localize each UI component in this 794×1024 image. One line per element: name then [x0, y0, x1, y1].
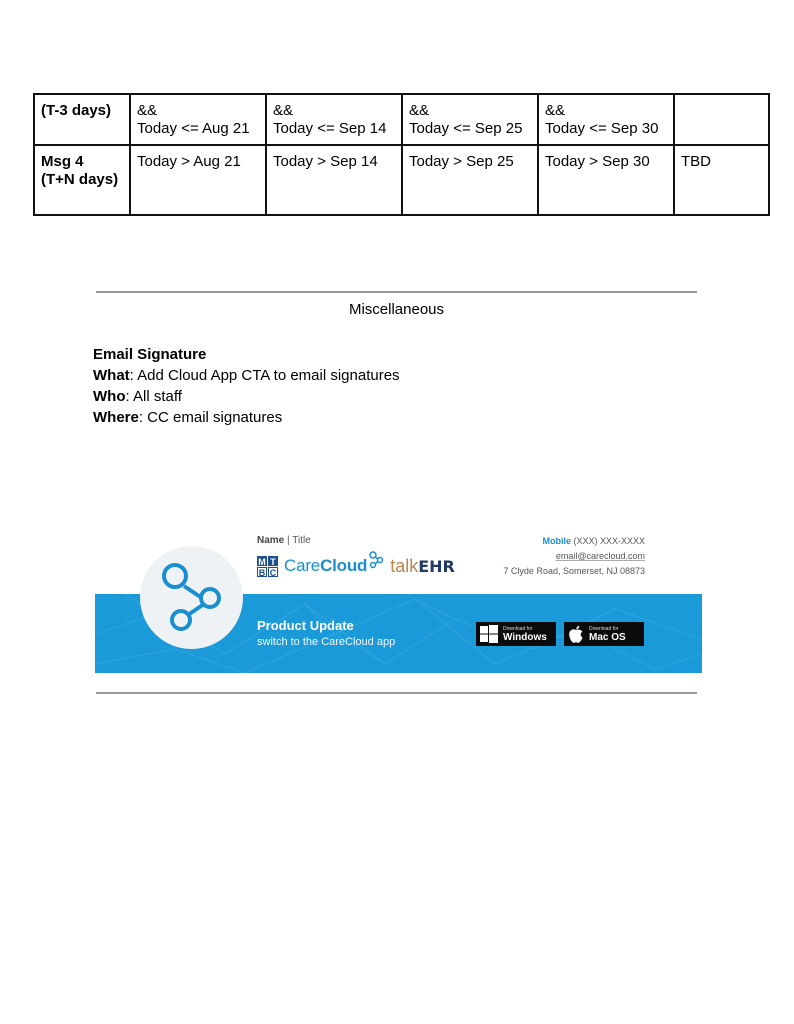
brand-logos	[257, 552, 455, 580]
table-cell: Today > Sep 25	[402, 145, 538, 215]
info-what: What: Add Cloud App CTA to email signatures	[93, 367, 400, 384]
row-header: (T-3 days)	[34, 94, 130, 145]
mtbc-logo: M T B C	[258, 556, 277, 578]
apple-icon	[568, 625, 584, 644]
email-signature-mockup	[95, 530, 703, 675]
table-row	[34, 145, 769, 215]
table-cell: Today > Sep 14	[266, 145, 402, 215]
carecloud-nodes-icon	[368, 551, 384, 569]
talkehr-logo: talkEHR	[390, 555, 455, 576]
download-windows-button[interactable]: Download for Windows	[476, 622, 556, 646]
promo-subtitle: switch to the CareCloud app	[257, 636, 396, 648]
table-cell: && Today <= Sep 14	[266, 94, 402, 145]
info-heading: Email Signature	[93, 346, 207, 363]
signature-contact	[503, 534, 645, 579]
signature-name-title: Name | Title	[257, 535, 311, 546]
divider-bottom	[96, 692, 697, 694]
table-cell: TBD	[674, 145, 769, 215]
email-signature-info	[93, 344, 400, 428]
table-cell: && Today <= Sep 30	[538, 94, 674, 145]
info-where: Where: CC email signatures	[93, 409, 283, 426]
carecloud-logo: CareCloud	[284, 556, 368, 575]
section-title: Miscellaneous	[348, 301, 445, 318]
message-schedule-table	[33, 93, 770, 216]
promo-title: Product Update	[257, 618, 354, 633]
table-cell: Today > Sep 30	[538, 145, 674, 215]
table-cell	[674, 94, 769, 145]
table-cell: Today > Aug 21	[130, 145, 266, 215]
table-cell: && Today <= Aug 21	[130, 94, 266, 145]
divider-top	[96, 291, 697, 293]
contact-address: 7 Clyde Road, Somerset, NJ 08873	[503, 566, 645, 576]
share-badge	[140, 546, 243, 649]
row-header: Msg 4 (T+N days)	[34, 145, 130, 215]
info-who: Who: All staff	[93, 388, 182, 405]
contact-email-link[interactable]: email@carecloud.com	[555, 551, 645, 561]
table-cell: && Today <= Sep 25	[402, 94, 538, 145]
share-nodes-icon	[140, 546, 243, 649]
table-row	[34, 94, 769, 145]
download-macos-button[interactable]: Download for Mac OS	[564, 622, 644, 646]
contact-mobile: Mobile (XXX) XXX-XXXX	[542, 536, 645, 546]
windows-icon	[480, 625, 498, 643]
